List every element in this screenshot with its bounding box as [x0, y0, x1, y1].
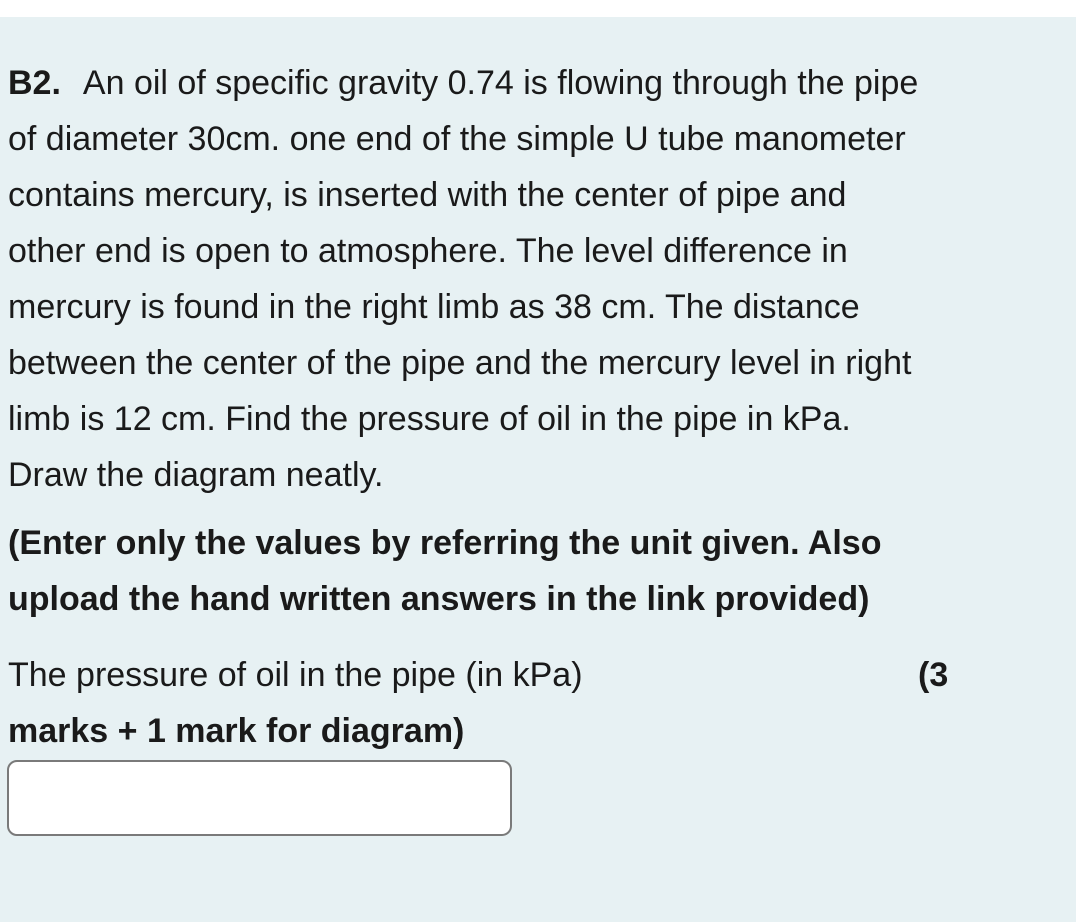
answer-prompt — [8, 647, 1068, 759]
question-line-8: Draw the diagram neatly. — [8, 456, 384, 494]
instruction-line-2: upload the hand written answers in the link provided) — [8, 580, 870, 618]
question-line-7: limb is 12 cm. Find the pressure of oil in the pipe in kPa. — [8, 400, 851, 438]
question-line-2: of diameter 30cm. one end of the simple U tube manometer — [8, 120, 906, 158]
answer-prompt-row — [8, 647, 1068, 703]
question-line-6: between the center of the pipe and the mercury level in right — [8, 344, 912, 382]
question-line-1-text: An oil of specific gravity 0.74 is flowing through the pipe — [82, 64, 919, 102]
question-line-1 — [8, 55, 1068, 111]
question-line-4: other end is open to atmosphere. The level difference in — [8, 232, 848, 270]
answer-prompt-label: The pressure of oil in the pipe (in kPa) — [8, 656, 583, 694]
instruction-line-1: (Enter only the values by referring the unit given. Also — [8, 524, 882, 562]
instruction-text — [8, 515, 1068, 627]
marks-label-part2: marks + 1 mark for diagram) — [8, 712, 465, 750]
marks-label-part1: (3 — [918, 656, 949, 694]
question-number: B2. — [8, 64, 61, 102]
question-text — [8, 55, 1068, 503]
answer-input[interactable] — [7, 760, 512, 836]
question-line-3: contains mercury, is inserted with the center of pipe and — [8, 176, 847, 214]
question-line-5: mercury is found in the right limb as 38 cm. The distance — [8, 288, 860, 326]
